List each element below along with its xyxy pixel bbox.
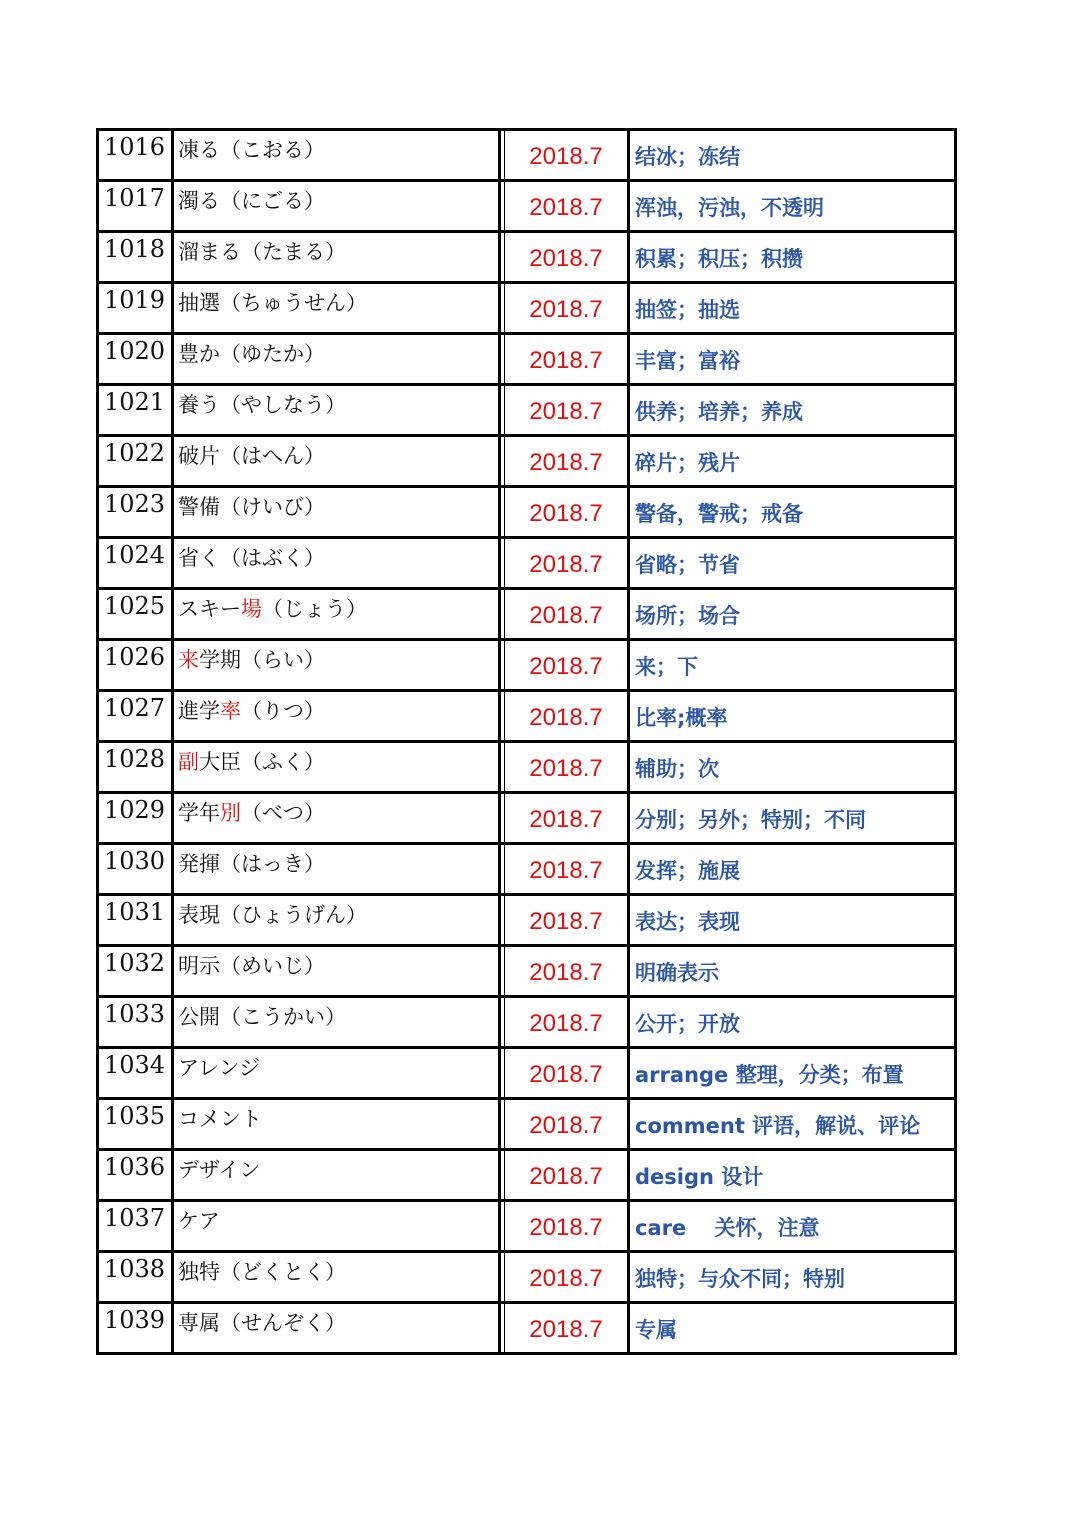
entry-number: 1033	[98, 997, 173, 1048]
entry-date: 2018.7	[505, 946, 629, 997]
chinese-meaning: 供养；培养；养成	[629, 385, 956, 436]
japanese-word	[173, 589, 500, 640]
entry-number: 1032	[98, 946, 173, 997]
chinese-meaning: 结冰；冻结	[629, 130, 956, 181]
chinese-meaning: 碎片；残片	[629, 436, 956, 487]
table-row	[98, 946, 956, 997]
japanese-word	[173, 1048, 500, 1099]
word-text-rest: （りつ）	[241, 699, 325, 723]
japanese-word	[173, 691, 500, 742]
chinese-meaning: 来；下	[629, 640, 956, 691]
japanese-word	[173, 946, 500, 997]
word-text: スキー	[178, 597, 241, 621]
entry-number: 1022	[98, 436, 173, 487]
chinese-meaning: 丰富；富裕	[629, 334, 956, 385]
entry-number: 1035	[98, 1099, 173, 1150]
entry-date: 2018.7	[505, 895, 629, 946]
table-row	[98, 436, 956, 487]
entry-date: 2018.7	[505, 997, 629, 1048]
entry-number: 1019	[98, 283, 173, 334]
japanese-word	[173, 1201, 500, 1252]
word-text: 表現（ひょうげん）	[178, 903, 367, 927]
japanese-word	[173, 844, 500, 895]
table-row	[98, 232, 956, 283]
japanese-word	[173, 793, 500, 844]
japanese-word	[173, 1303, 500, 1354]
chinese-meaning: 比率;概率	[629, 691, 956, 742]
word-text: デザイン	[178, 1158, 261, 1182]
japanese-word	[173, 130, 500, 181]
highlighted-kanji: 来	[178, 648, 199, 672]
word-text-rest: （べつ）	[241, 801, 325, 825]
entry-number: 1031	[98, 895, 173, 946]
word-text: 溜まる（たまる）	[178, 240, 346, 264]
word-text: 専属（せんぞく）	[178, 1311, 346, 1335]
entry-date: 2018.7	[505, 640, 629, 691]
entry-date: 2018.7	[505, 1252, 629, 1303]
table-row	[98, 1201, 956, 1252]
word-text: 濁る（にごる）	[178, 189, 325, 213]
chinese-meaning: 分别；另外；特别；不同	[629, 793, 956, 844]
japanese-word	[173, 487, 500, 538]
japanese-word	[173, 232, 500, 283]
chinese-meaning: 公开；开放	[629, 997, 956, 1048]
chinese-meaning: 警备，警戒；戒备	[629, 487, 956, 538]
japanese-word	[173, 640, 500, 691]
entry-number: 1036	[98, 1150, 173, 1201]
chinese-meaning: 浑浊，污浊，不透明	[629, 181, 956, 232]
japanese-word	[173, 385, 500, 436]
japanese-word	[173, 181, 500, 232]
japanese-word	[173, 997, 500, 1048]
word-text: 学年	[178, 801, 220, 825]
table-row	[98, 538, 956, 589]
japanese-word	[173, 742, 500, 793]
entry-date: 2018.7	[505, 181, 629, 232]
entry-number: 1030	[98, 844, 173, 895]
vocabulary-table-body	[98, 130, 956, 1354]
entry-date: 2018.7	[505, 1150, 629, 1201]
entry-date: 2018.7	[505, 487, 629, 538]
entry-number: 1034	[98, 1048, 173, 1099]
table-row	[98, 283, 956, 334]
entry-date: 2018.7	[505, 130, 629, 181]
table-row	[98, 334, 956, 385]
entry-number: 1037	[98, 1201, 173, 1252]
entry-number: 1020	[98, 334, 173, 385]
japanese-word	[173, 334, 500, 385]
table-row	[98, 895, 956, 946]
word-text: 凍る（こおる）	[178, 138, 325, 162]
entry-number: 1018	[98, 232, 173, 283]
table-row	[98, 181, 956, 232]
entry-number: 1038	[98, 1252, 173, 1303]
chinese-meaning: 场所；场合	[629, 589, 956, 640]
entry-date: 2018.7	[505, 232, 629, 283]
entry-date: 2018.7	[505, 844, 629, 895]
entry-number: 1025	[98, 589, 173, 640]
table-row	[98, 793, 956, 844]
table-row	[98, 844, 956, 895]
entry-date: 2018.7	[505, 1099, 629, 1150]
highlighted-kanji: 別	[220, 801, 241, 825]
chinese-meaning: 表达；表现	[629, 895, 956, 946]
word-text: 破片（はへん）	[178, 444, 325, 468]
word-text: 独特（どくとく）	[178, 1260, 346, 1284]
entry-number: 1024	[98, 538, 173, 589]
japanese-word	[173, 1099, 500, 1150]
entry-number: 1039	[98, 1303, 173, 1354]
japanese-word	[173, 1252, 500, 1303]
japanese-word	[173, 538, 500, 589]
chinese-meaning: 独特；与众不同；特别	[629, 1252, 956, 1303]
entry-date: 2018.7	[505, 334, 629, 385]
entry-number: 1026	[98, 640, 173, 691]
entry-date: 2018.7	[505, 589, 629, 640]
word-text: 養う（やしなう）	[178, 393, 346, 417]
entry-date: 2018.7	[505, 283, 629, 334]
entry-date: 2018.7	[505, 385, 629, 436]
table-row	[98, 640, 956, 691]
table-row	[98, 1252, 956, 1303]
entry-date: 2018.7	[505, 742, 629, 793]
entry-number: 1017	[98, 181, 173, 232]
entry-date: 2018.7	[505, 691, 629, 742]
table-row	[98, 487, 956, 538]
table-row	[98, 1303, 956, 1354]
word-text: アレンジ	[178, 1056, 261, 1080]
chinese-meaning: 专属	[629, 1303, 956, 1354]
entry-date: 2018.7	[505, 1201, 629, 1252]
chinese-meaning: care 关怀，注意	[629, 1201, 956, 1252]
chinese-meaning: comment 评语，解说、评论	[629, 1099, 956, 1150]
table-row	[98, 589, 956, 640]
table-row	[98, 385, 956, 436]
japanese-word	[173, 283, 500, 334]
entry-date: 2018.7	[505, 1303, 629, 1354]
highlighted-kanji: 場	[241, 597, 262, 621]
table-row	[98, 742, 956, 793]
entry-date: 2018.7	[505, 436, 629, 487]
word-text: 省く（はぶく）	[178, 546, 325, 570]
japanese-word	[173, 895, 500, 946]
table-row	[98, 130, 956, 181]
chinese-meaning: arrange 整理，分类；布置	[629, 1048, 956, 1099]
entry-date: 2018.7	[505, 1048, 629, 1099]
word-text: ケア	[178, 1209, 220, 1233]
entry-number: 1021	[98, 385, 173, 436]
word-text: 進学	[178, 699, 220, 723]
word-text: 警備（けいび）	[178, 495, 325, 519]
word-text: 公開（こうかい）	[178, 1005, 346, 1029]
chinese-meaning: 辅助；次	[629, 742, 956, 793]
vocabulary-table	[96, 128, 957, 1355]
table-row	[98, 1099, 956, 1150]
word-text: コメント	[178, 1107, 262, 1131]
chinese-meaning: 发挥；施展	[629, 844, 956, 895]
chinese-meaning: design 设计	[629, 1150, 956, 1201]
entry-number: 1023	[98, 487, 173, 538]
japanese-word	[173, 1150, 500, 1201]
word-text-rest: 学期（らい）	[199, 648, 325, 672]
chinese-meaning: 省略；节省	[629, 538, 956, 589]
entry-number: 1027	[98, 691, 173, 742]
word-text-rest: （じょう）	[262, 597, 367, 621]
highlighted-kanji: 副	[178, 750, 199, 774]
word-text: 抽選（ちゅうせん）	[178, 291, 367, 315]
highlighted-kanji: 率	[220, 699, 241, 723]
table-row	[98, 997, 956, 1048]
entry-number: 1029	[98, 793, 173, 844]
table-row	[98, 1150, 956, 1201]
chinese-meaning: 抽签；抽选	[629, 283, 956, 334]
chinese-meaning: 积累；积压；积攒	[629, 232, 956, 283]
table-row	[98, 1048, 956, 1099]
japanese-word	[173, 436, 500, 487]
word-text: 豊か（ゆたか）	[178, 342, 325, 366]
word-text-rest: 大臣（ふく）	[199, 750, 325, 774]
entry-number: 1016	[98, 130, 173, 181]
entry-date: 2018.7	[505, 538, 629, 589]
chinese-meaning: 明确表示	[629, 946, 956, 997]
entry-date: 2018.7	[505, 793, 629, 844]
word-text: 明示（めいじ）	[178, 954, 325, 978]
word-text: 発揮（はっき）	[178, 852, 325, 876]
table-row	[98, 691, 956, 742]
entry-number: 1028	[98, 742, 173, 793]
